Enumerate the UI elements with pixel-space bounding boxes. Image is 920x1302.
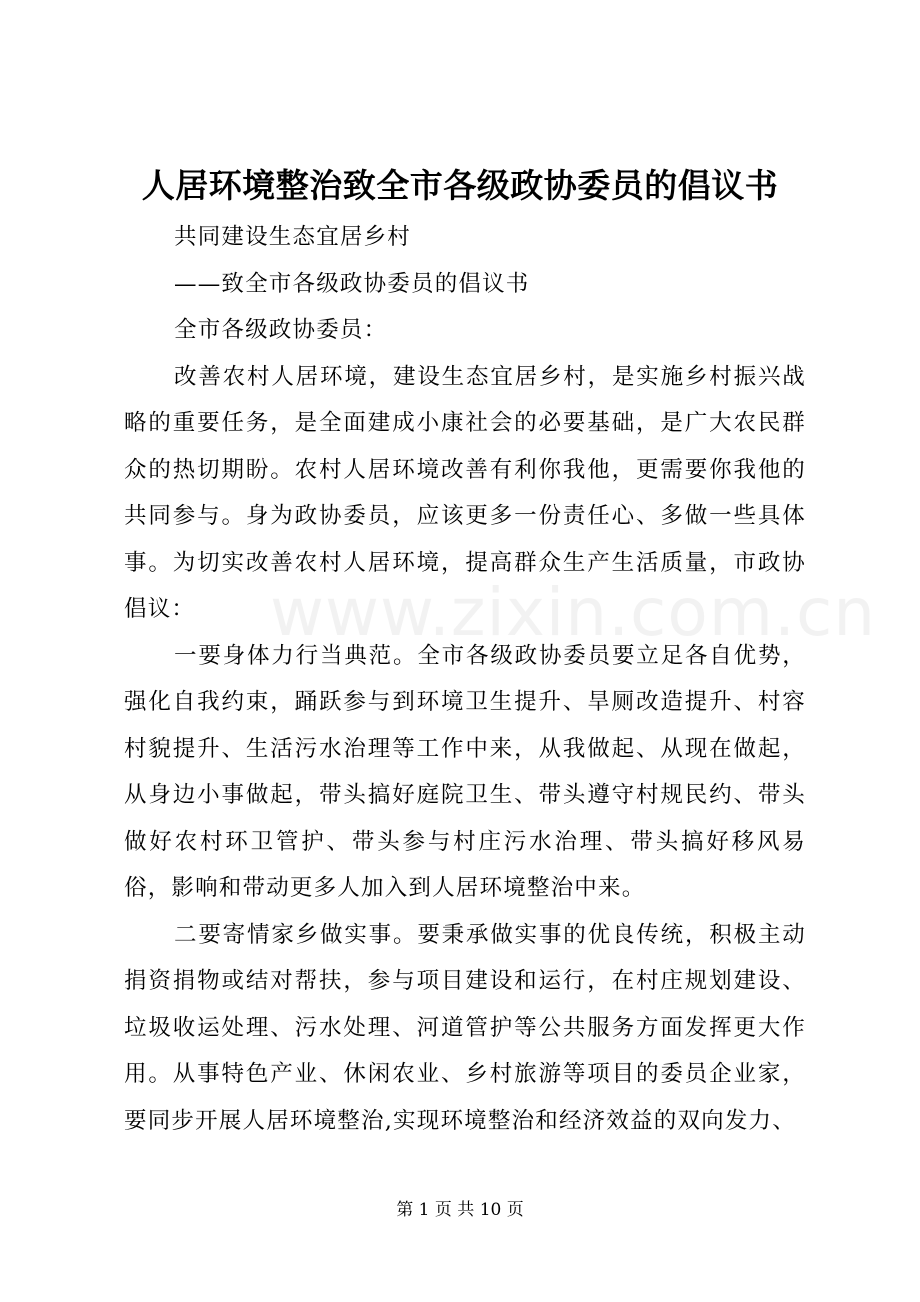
point-two-paragraph: 二要寄情家乡做实事。要秉承做实事的优良传统，积极主动捐资捐物或结对帮扶，参与项目建设和运行，在村庄规划建设、垃圾收运处理、污水处理、河道管护等公共服务方面发挥更大作用。从事特色产业、休闲农业、乡村旅游等项目的委员企业家，要同步开展人居环境整治,实现环境整治和经济效益的双向发力、 [124, 921, 806, 1134]
page-footer: 第 1 页 共 10 页 [396, 1200, 524, 1220]
subtitle-paragraph: 共同建设生态宜居乡村 [174, 224, 412, 250]
intro-paragraph: 改善农村人居环境，建设生态宜居乡村，是实施乡村振兴战略的重要任务，是全面建成小康社会的必要基础，是广大农民群众的热切期盼。农村人居环境改善有利你我他，更需要你我他的共同参与。身为政协委员，应该更多一份责任心、多做一些具体事。为切实改善农村人居环境，提高群众生产生活质量，市政协倡议： [124, 363, 806, 622]
point-one-paragraph: 一要身体力行当典范。全市各级政协委员要立足各自优势，强化自我约束，踊跃参与到环境卫生提升、旱厕改造提升、村容村貌提升、生活污水治理等工作中来，从我做起、从现在做起，从身边小事做起，带头搞好庭院卫生、带头遵守村规民约、带头做好农村环卫管护、带头参与村庄污水治理、带头搞好移风易俗，影响和带动更多人加入到人居环境整治中来。 [124, 642, 806, 901]
addressee-subtitle-paragraph: ——致全市各级政协委员的倡议书 [174, 270, 530, 297]
document-body [124, 214, 806, 1144]
watermark: www.zixin.com.cn [270, 574, 877, 651]
document-title: 人居环境整治致全市各级政协委员的倡议书 [141, 166, 779, 205]
salutation-paragraph: 全市各级政协委员： [174, 317, 388, 343]
